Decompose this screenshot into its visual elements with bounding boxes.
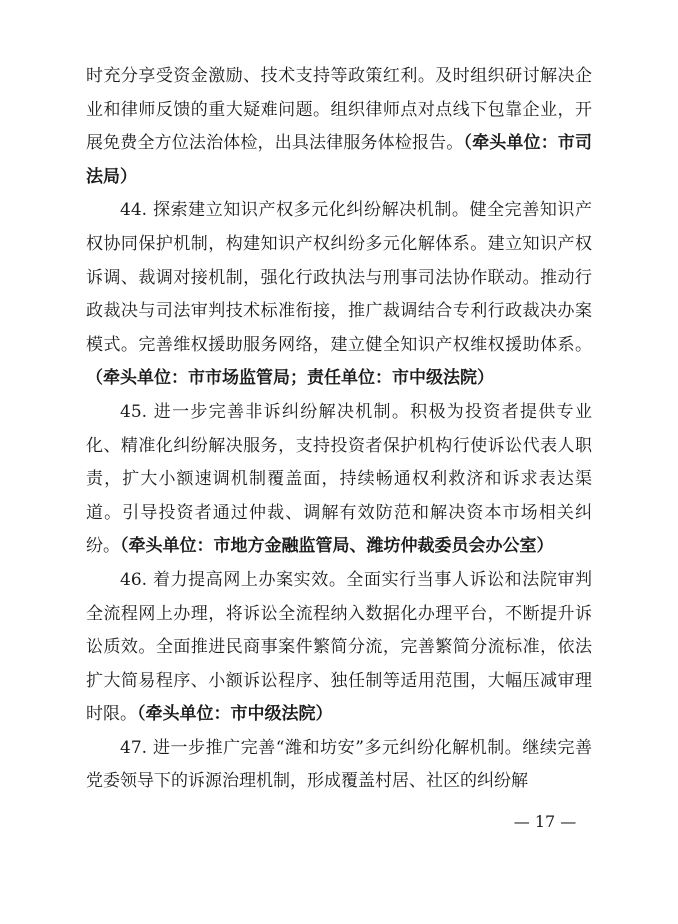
lead-unit-note: （牵头单位：市中级法院） [137,704,333,725]
paragraph-text: 时充分享受资金激励、技术支持等政策红利。及时组织研讨解决企业和律师反馈的重大疑难问题。组织律师点对点线下包靠企业，开展免费全方位法治体检，出具法律服务体检报告。 [86,66,592,154]
paragraph-44 [86,194,592,396]
document-body [86,60,592,799]
page-number: — 17 — [513,812,577,831]
paragraph-text: 46. 着力提高网上办案实效。全面实行当事人诉讼和法院审判全流程网上办理，将诉讼全流程纳入数据化办理平台，不断提升诉讼质效。全面推进民商事案件繁简分流，完善繁简分流标准，依法扩大简易程序、小额诉讼程序、独任制等适用范围，大幅压减审理时限。 [86,569,592,725]
paragraph-text: 45. 进一步完善非诉纠纷解决机制。积极为投资者提供专业化、精准化纠纷解决服务，支持投资者保护机构行使诉讼代表人职责，扩大小额速调机制覆盖面，持续畅通权利救济和诉求表达渠道。引导投资者通过仲裁、调解有效防范和解决资本市场相关纠纷。 [86,401,592,557]
lead-unit-note: （牵头单位：市地方金融监管局、潍坊仲裁委员会办公室） [120,536,554,557]
lead-unit-note: （牵头单位：市市场监管局；责任单位：市中级法院） [86,368,494,389]
paragraph-text: 47. 进一步推广完善“潍和坊安”多元纠纷化解机制。继续完善党委领导下的诉源治理机制，形成覆盖村居、社区的纠纷解 [86,737,592,792]
paragraph-43-continuation [86,60,592,194]
paragraph-46 [86,564,592,732]
paragraph-45 [86,396,592,564]
paragraph-47 [86,732,592,799]
paragraph-text: 44. 探索建立知识产权多元化纠纷解决机制。健全完善知识产权协同保护机制，构建知识产权纠纷多元化解体系。建立知识产权诉调、裁调对接机制，强化行政执法与刑事司法协作联动。推动行政裁决与司法审判技术标准衔接，推广裁调结合专利行政裁决办案模式。完善维权援助服务网络，建立健全知识产权维权援助体系。 [86,200,592,355]
lead-unit-note: （牵头单位：市司法局） [86,133,593,187]
